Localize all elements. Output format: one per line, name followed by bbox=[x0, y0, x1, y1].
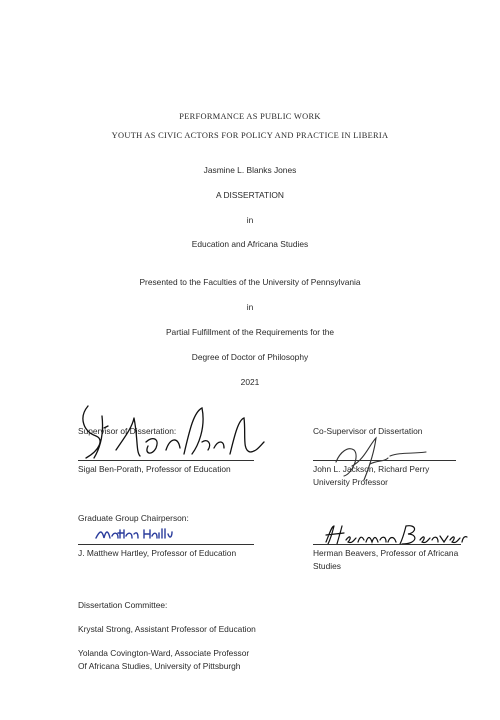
committee-label: Dissertation Committee: bbox=[78, 600, 168, 610]
document-type: A DISSERTATION bbox=[216, 190, 284, 200]
field-of-study: Education and Africana Studies bbox=[191, 239, 309, 249]
supervisor-signature bbox=[74, 398, 274, 468]
chair-name: J. Matthew Hartley, Professor of Education bbox=[78, 548, 237, 558]
supervisor-signature-line bbox=[78, 460, 254, 461]
co-supervisor-signature-line bbox=[313, 460, 456, 461]
committee-member-2-line-2: Of Africana Studies, University of Pittsburgh bbox=[78, 661, 241, 671]
in-text-2: in bbox=[246, 302, 254, 312]
degree-text: Degree of Doctor of Philosophy bbox=[191, 352, 309, 362]
fulfillment-text: Partial Fulfillment of the Requirements for the bbox=[165, 327, 335, 337]
chair-signature bbox=[94, 526, 174, 544]
in-text-1: in bbox=[246, 215, 254, 225]
africana-name-line-2: Studies bbox=[313, 561, 341, 571]
co-supervisor-label: Co-Supervisor of Dissertation bbox=[313, 426, 423, 436]
co-supervisor-name-line-2: University Professor bbox=[313, 477, 388, 487]
presented-to: Presented to the Faculties of the University of Pennsylvania bbox=[139, 277, 361, 287]
author-name: Jasmine L. Blanks Jones bbox=[203, 165, 297, 175]
africana-name-line-1: Herman Beavers, Professor of Africana bbox=[313, 548, 459, 558]
supervisor-name: Sigal Ben-Porath, Professor of Education bbox=[78, 464, 231, 474]
committee-member-2-line-1: Yolanda Covington-Ward, Associate Professor bbox=[78, 648, 250, 658]
co-supervisor-name-line-1: John L. Jackson, Richard Perry bbox=[313, 464, 430, 474]
title-line-1: PERFORMANCE AS PUBLIC WORK bbox=[179, 112, 321, 121]
title-line-2: YOUTH AS CIVIC ACTORS FOR POLICY AND PRACTICE IN LIBERIA bbox=[111, 131, 389, 140]
committee-member-1: Krystal Strong, Assistant Professor of Education bbox=[78, 624, 256, 634]
africana-signature-line bbox=[313, 544, 461, 545]
year: 2021 bbox=[240, 377, 260, 387]
chair-label: Graduate Group Chairperson: bbox=[78, 513, 189, 523]
chair-signature-line bbox=[78, 544, 254, 545]
supervisor-label: Supervisor of Dissertation: bbox=[78, 426, 177, 436]
